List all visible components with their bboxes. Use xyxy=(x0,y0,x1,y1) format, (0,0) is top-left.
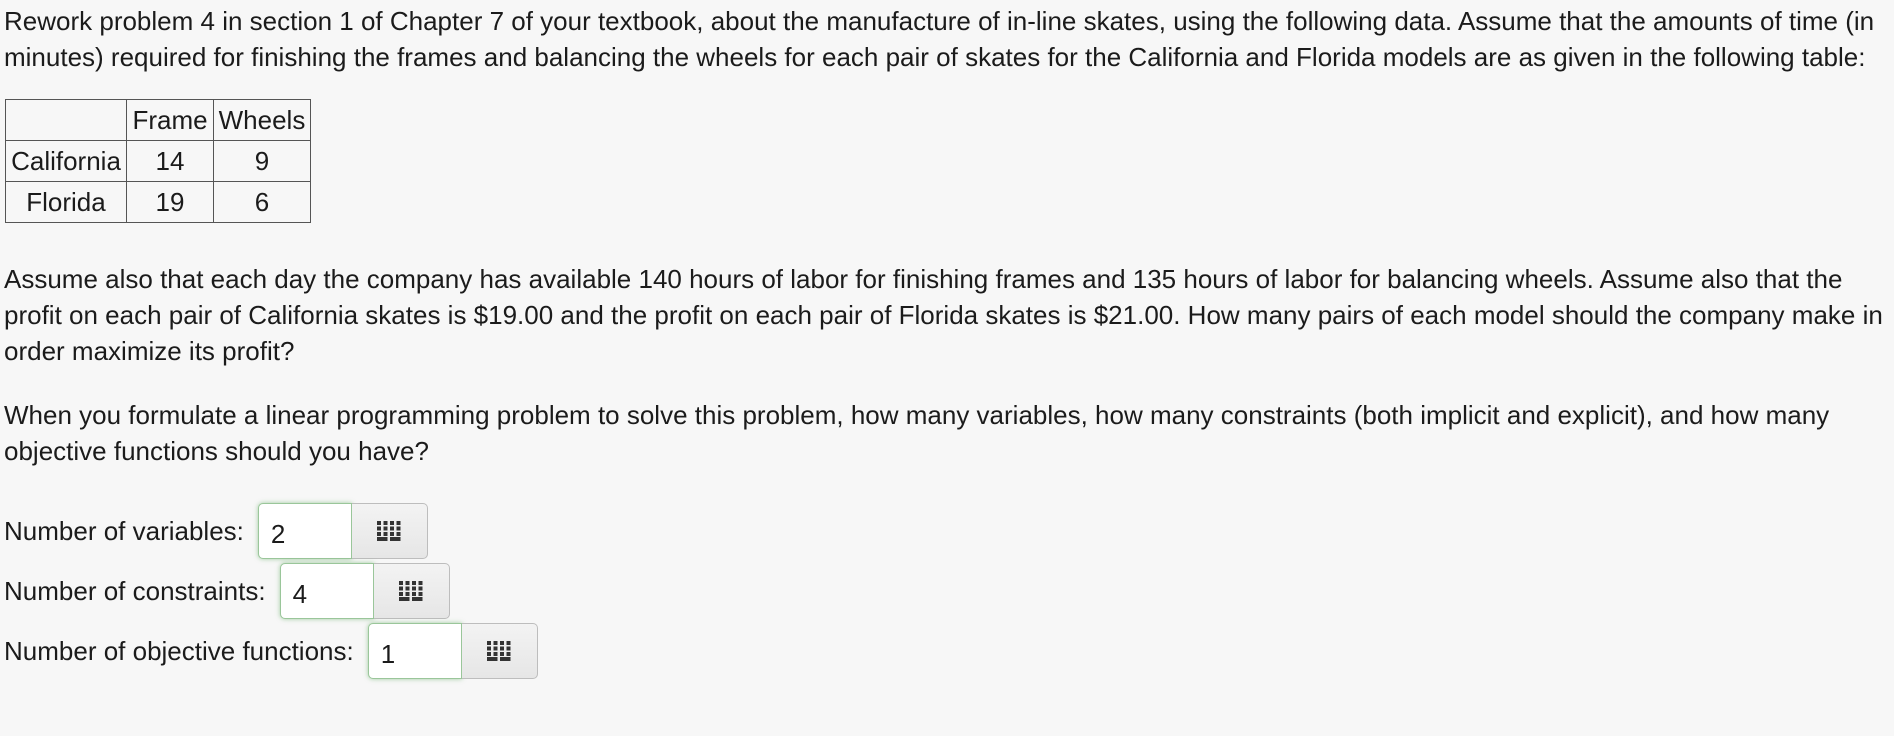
answer-label: Number of constraints: xyxy=(4,576,266,606)
keypad-button[interactable] xyxy=(374,563,450,619)
table-header-cell xyxy=(6,100,127,141)
answer-section xyxy=(4,501,1890,681)
keypad-button[interactable] xyxy=(352,503,428,559)
variables-input[interactable] xyxy=(258,503,352,559)
table-cell-wheels: 6 xyxy=(214,182,311,223)
table-row-label: California xyxy=(6,141,127,182)
objective-functions-input[interactable] xyxy=(368,623,462,679)
answer-label: Number of variables: xyxy=(4,516,244,546)
problem-content xyxy=(4,3,1890,681)
keypad-icon xyxy=(399,581,423,601)
problem-question: When you formulate a linear programming problem to solve this problem, how many variables, how many constraints (both implicit and explicit), and how many objective functions should you have? xyxy=(4,400,1830,466)
table-header-cell: Frame xyxy=(127,100,214,141)
table-row xyxy=(6,141,311,182)
answer-label: Number of objective functions: xyxy=(4,636,354,666)
constraints-input[interactable] xyxy=(280,563,374,619)
problem-assumptions: Assume also that each day the company has available 140 hours of labor for finishing frames and 135 hours of labor for balancing wheels. Assume also that the profit on each pair of California skates is $19.00 and the profit on each pair of Florida skates is $21.00. How many pairs of each model should the company make in order maximize its profit? xyxy=(4,264,1883,366)
table-cell-frame: 14 xyxy=(127,141,214,182)
table-header-cell: Wheels xyxy=(214,100,311,141)
table-cell-frame: 19 xyxy=(127,182,214,223)
table-row xyxy=(6,182,311,223)
answer-row-variables xyxy=(4,501,1890,561)
answer-row-objective-functions xyxy=(4,621,1890,681)
keypad-icon xyxy=(377,521,401,541)
table-cell-wheels: 9 xyxy=(214,141,311,182)
answer-row-constraints xyxy=(4,561,1890,621)
keypad-button[interactable] xyxy=(462,623,538,679)
problem-intro: Rework problem 4 in section 1 of Chapter 7 of your textbook, about the manufacture of in-line skates, using the following data. Assume that the amounts of time (in minutes) required for finishing the frames and balancing the wheels for each pair of skates for the California and Florida models are as given in the following table: xyxy=(4,6,1875,72)
data-table xyxy=(5,99,311,223)
keypad-icon xyxy=(487,641,511,661)
table-row-label: Florida xyxy=(6,182,127,223)
table-header-row xyxy=(6,100,311,141)
